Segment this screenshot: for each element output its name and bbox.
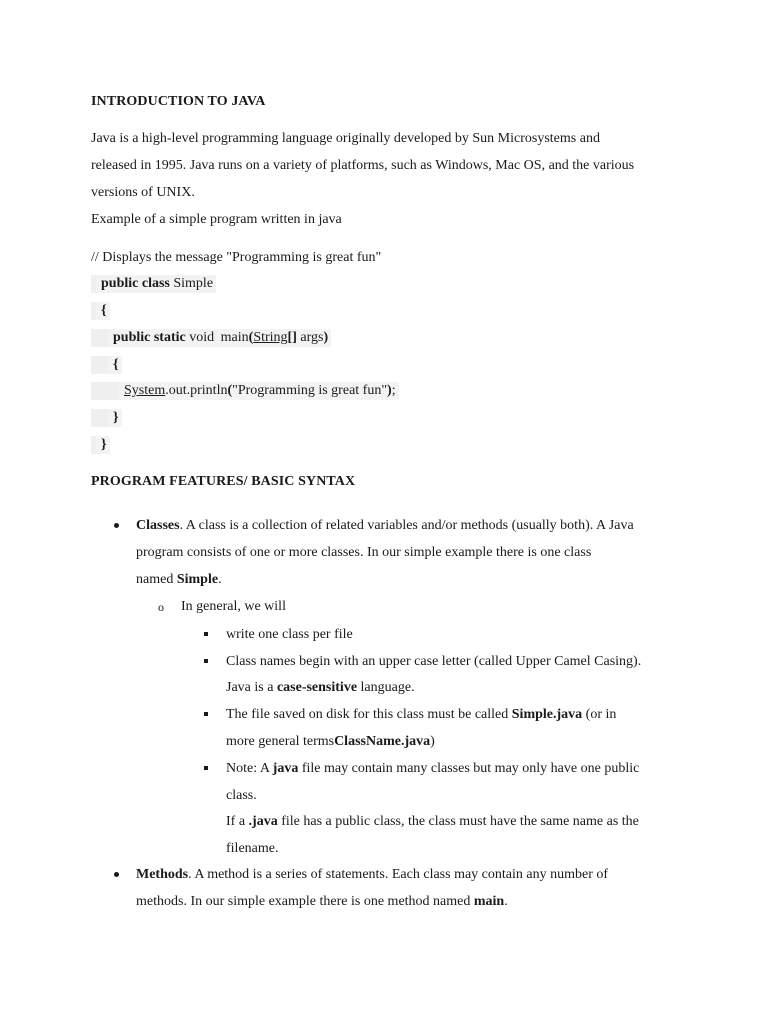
param-args: args <box>300 330 324 345</box>
println-call: .out.println <box>165 383 228 398</box>
code-class-close-brace <box>96 436 110 454</box>
rule-text: The file saved on disk for this class must be called <box>226 707 512 722</box>
method-name: main <box>220 330 249 345</box>
rule-file-name-line-1 <box>226 706 616 724</box>
rule-one-class-per-file: write one class per file <box>226 627 353 642</box>
code-class-open-brace <box>96 302 110 320</box>
rule-bold: ClassName.java <box>334 734 431 749</box>
rule-text: Java is a <box>226 680 277 695</box>
close-brace: } <box>113 410 119 425</box>
intro-line-1: Java is a high-level programming language originally developed by Sun Microsystems and <box>91 131 600 146</box>
code-method-close-brace <box>108 409 122 427</box>
bullet-circle-icon: o <box>158 600 164 614</box>
bullet-square-icon <box>204 712 208 716</box>
rule-class-names-line-2 <box>226 679 415 697</box>
rule-text: ) <box>430 734 435 749</box>
classes-text-3a: named <box>136 572 177 587</box>
methods-line-2 <box>136 893 508 911</box>
intro-line-2: released in 1995. Java runs on a variety of platforms, such as Windows, Mac OS, and the various <box>91 158 635 173</box>
code-comment: // Displays the message "Programming is great fun" <box>91 250 382 265</box>
paren-open: ( <box>248 330 254 345</box>
rule-bold: java <box>272 761 299 776</box>
bullet-disc-icon <box>114 523 119 528</box>
type-string: String <box>253 330 288 345</box>
section-heading-program-features: PROGRAM FEATURES/ BASIC SYNTAX <box>91 474 356 489</box>
rule-text: language. <box>357 680 415 695</box>
classes-text-1: . A class is a collection of related variables and/or methods (usually both). A Java <box>179 518 634 533</box>
rule-text: If a <box>226 814 249 829</box>
code-method-declaration <box>108 329 331 347</box>
keyword-class: class <box>141 276 170 291</box>
methods-text-2b: main <box>473 894 505 909</box>
system-class: System <box>124 383 166 398</box>
intro-line-3: versions of UNIX. <box>91 185 195 200</box>
code-indent-marker <box>91 409 108 427</box>
rule-text: file has a public class, the class must have the same name as the <box>277 814 639 829</box>
methods-text-2a: methods. In our simple example there is one method named <box>136 894 474 909</box>
semicolon: ; <box>391 383 396 398</box>
code-println-statement <box>119 382 399 400</box>
keyword-static: static <box>153 330 186 345</box>
classes-term: Classes <box>136 518 180 533</box>
paren-close: ) <box>323 330 329 345</box>
array-brackets: [] <box>287 330 297 345</box>
methods-line-1 <box>136 866 608 884</box>
rule-text: (or in <box>582 707 617 722</box>
keyword-public: public <box>113 330 151 345</box>
bullet-disc-icon <box>114 872 119 877</box>
string-literal: "Programming is great fun" <box>232 383 388 398</box>
rule-note-line-4: filename. <box>226 841 279 856</box>
rule-file-name-line-2 <box>226 733 435 751</box>
rule-bold: Simple.java <box>511 707 583 722</box>
bullet-square-icon <box>204 632 208 636</box>
code-class-declaration <box>96 275 216 293</box>
keyword-void: void <box>189 330 215 345</box>
classes-sub-intro: In general, we will <box>181 599 286 614</box>
rule-note-line-1 <box>226 760 639 778</box>
code-indent-marker <box>91 356 108 374</box>
rule-bold: .java <box>248 814 278 829</box>
methods-term: Methods <box>136 867 189 882</box>
methods-text-1: . A method is a series of statements. Each class may contain any number of <box>188 867 609 882</box>
code-indent-marker <box>91 329 108 347</box>
rule-text: file may contain many classes but may only have one public <box>298 761 640 776</box>
paren-open: ( <box>227 383 233 398</box>
rule-note-line-3 <box>226 813 639 831</box>
rule-class-names-line-1: Class names begin with an upper case letter (called Upper Camel Casing). <box>226 654 642 669</box>
methods-text-2c: . <box>504 894 508 909</box>
classes-line-2: program consists of one or more classes. In our simple example there is one class <box>136 545 592 560</box>
rule-text: more general terms <box>226 734 335 749</box>
bullet-square-icon <box>204 659 208 663</box>
code-indent-marker <box>91 382 119 400</box>
close-brace: } <box>101 437 107 452</box>
open-brace: { <box>101 303 107 318</box>
rule-text: Note: A <box>226 761 273 776</box>
classes-line-3 <box>136 571 222 589</box>
rule-note-line-2: class. <box>226 788 257 803</box>
bullet-square-icon <box>204 766 208 770</box>
rule-bold: case-sensitive <box>276 680 358 695</box>
code-method-open-brace <box>108 356 122 374</box>
classes-text-3c: . <box>218 572 222 587</box>
section-heading-introduction: INTRODUCTION TO JAVA <box>91 94 266 109</box>
classes-line-1 <box>136 517 634 535</box>
paren-close: ) <box>387 383 392 398</box>
keyword-public: public <box>101 276 139 291</box>
intro-line-4: Example of a simple program written in java <box>91 212 342 227</box>
classes-text-3b: Simple <box>176 572 219 587</box>
open-brace: { <box>113 357 119 372</box>
class-name: Simple <box>173 276 214 291</box>
